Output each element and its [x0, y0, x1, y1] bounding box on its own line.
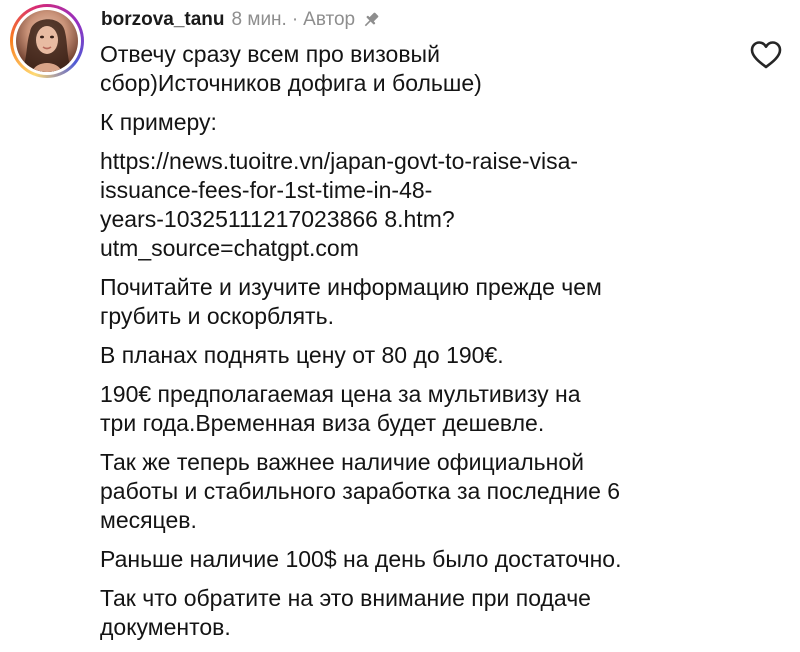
comment-paragraph: К примеру:: [100, 109, 217, 135]
heart-outline-icon: [749, 40, 783, 70]
comment-body: [100, 40, 720, 652]
separator: ·: [291, 9, 299, 30]
story-ring[interactable]: [10, 4, 84, 78]
comment-paragraph: Так что обратите на это внимание при подаче документов.: [100, 585, 591, 640]
timestamp: 8 мин.: [231, 9, 287, 30]
pin-icon: [361, 10, 381, 30]
comment-paragraph: В планах поднять цену от 80 до 190€.: [100, 342, 504, 368]
comment-link[interactable]: https://news.tuoitre.vn/japan-govt-to-raise-visa- issuance-fees-for-1st-time-in-48- years-10325111217023866 8.htm? utm_source=chatgpt.com: [100, 148, 579, 261]
comment-paragraph: Отвечу сразу всем про визовый сбор)Источников дофига и больше): [100, 41, 482, 96]
comment-header: [101, 7, 381, 33]
comment-paragraph: 190€ предполагаемая цена за мультивизу на три года.Временная виза будет дешевле.: [100, 381, 581, 436]
like-button[interactable]: [749, 40, 783, 70]
comment-paragraph: Так же теперь важнее наличие официальной работы и стабильного заработка за последние 6 месяцев.: [100, 449, 621, 533]
avatar-photo: [16, 10, 78, 72]
author-label: Автор: [303, 9, 356, 30]
comment-paragraph: Раньше наличие 100$ на день было достаточно.: [100, 546, 622, 572]
username[interactable]: borzova_tanu: [101, 9, 225, 30]
comment-paragraph: Почитайте и изучите информацию прежде чем грубить и оскорблять.: [100, 274, 602, 329]
avatar[interactable]: [16, 10, 78, 72]
